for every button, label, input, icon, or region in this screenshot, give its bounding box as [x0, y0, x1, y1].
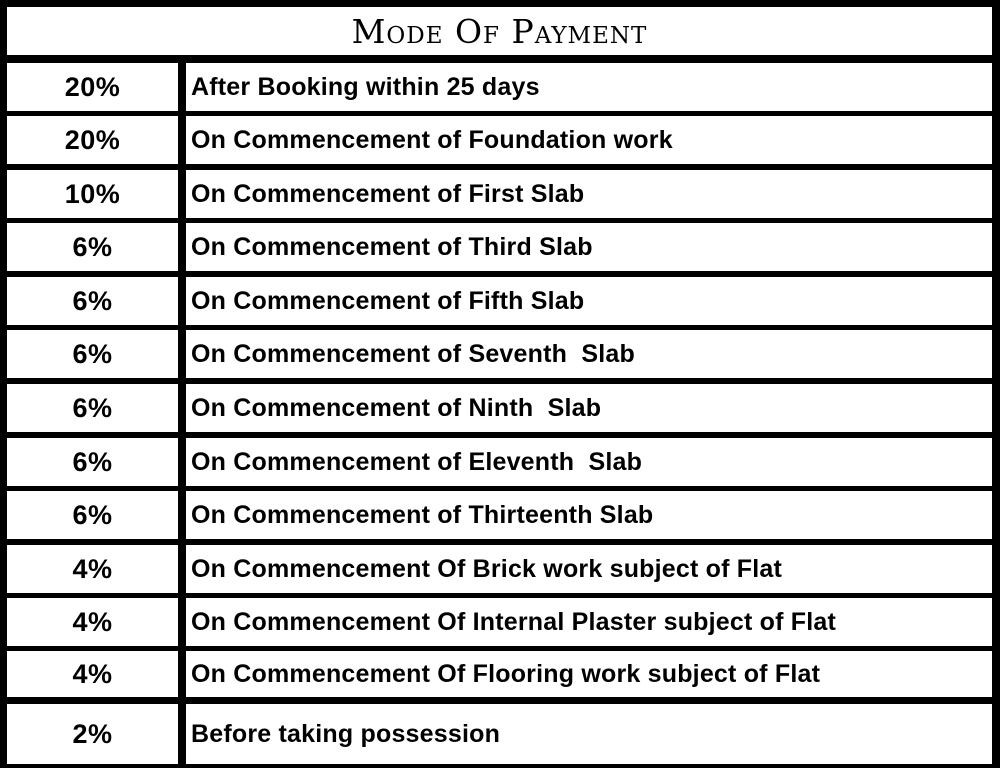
stage-cell — [186, 438, 992, 486]
table-row — [0, 598, 1000, 646]
stage-description: On Commencement of Third Slab — [191, 232, 593, 261]
stage-cell — [186, 330, 992, 378]
table-row — [0, 438, 1000, 486]
stage-cell — [186, 223, 992, 271]
percent-cell — [7, 491, 178, 539]
stage-description: On Commencement of Ninth Slab — [191, 393, 602, 422]
stage-description: On Commencement of Foundation work — [191, 125, 673, 154]
percent-cell — [7, 330, 178, 378]
percent-value: 4% — [72, 606, 113, 637]
table-row — [0, 491, 1000, 539]
percent-cell — [7, 598, 178, 646]
percent-cell — [7, 384, 178, 432]
stage-description: On Commencement of First Slab — [191, 179, 585, 208]
stage-description: On Commencement Of Internal Plaster subject of Flat — [191, 607, 837, 636]
stage-cell — [186, 491, 992, 539]
stage-cell — [186, 384, 992, 432]
stage-description: On Commencement Of Flooring work subject of Flat — [191, 659, 821, 688]
percent-cell — [7, 438, 178, 486]
percent-cell — [7, 116, 178, 164]
table-row — [0, 116, 1000, 164]
table-title-cell — [7, 7, 992, 55]
percent-value: 4% — [72, 553, 113, 584]
percent-cell — [7, 170, 178, 218]
percent-value: 6% — [72, 392, 113, 423]
stage-description: On Commencement of Fifth Slab — [191, 286, 585, 315]
percent-value: 6% — [72, 446, 113, 477]
percent-cell — [7, 704, 178, 764]
percent-cell — [7, 545, 178, 593]
table-row — [0, 330, 1000, 378]
percent-cell — [7, 223, 178, 271]
stage-description: Before taking possession — [191, 719, 501, 748]
stage-cell — [186, 116, 992, 164]
percent-value: 4% — [72, 658, 113, 689]
stage-description: On Commencement of Seventh Slab — [191, 339, 635, 368]
percent-value: 6% — [72, 499, 113, 530]
percent-value: 6% — [72, 285, 113, 316]
table-row — [0, 651, 1000, 697]
stage-cell — [186, 598, 992, 646]
percent-value: 6% — [72, 338, 113, 369]
stage-cell — [186, 63, 992, 111]
stage-cell — [186, 651, 992, 697]
stage-cell — [186, 704, 992, 764]
percent-value: 2% — [72, 718, 113, 749]
percent-cell — [7, 277, 178, 325]
stage-description: On Commencement of Thirteenth Slab — [191, 500, 654, 529]
percent-cell — [7, 651, 178, 697]
percent-value: 20% — [64, 124, 121, 155]
percent-value: 6% — [72, 231, 113, 262]
table-row — [0, 277, 1000, 325]
table-row — [0, 545, 1000, 593]
table-row — [0, 704, 1000, 764]
table-title: Mode Of Payment — [351, 11, 648, 51]
table-row — [0, 223, 1000, 271]
percent-cell — [7, 63, 178, 111]
stage-description: After Booking within 25 days — [191, 72, 540, 101]
stage-cell — [186, 545, 992, 593]
table-row — [0, 384, 1000, 432]
percent-value: 20% — [64, 71, 121, 102]
table-row — [0, 63, 1000, 111]
stage-cell — [186, 170, 992, 218]
table-row — [0, 170, 1000, 218]
stage-description: On Commencement Of Brick work subject of Flat — [191, 554, 783, 583]
stage-description: On Commencement of Eleventh Slab — [191, 447, 643, 476]
stage-cell — [186, 277, 992, 325]
percent-value: 10% — [64, 178, 121, 209]
